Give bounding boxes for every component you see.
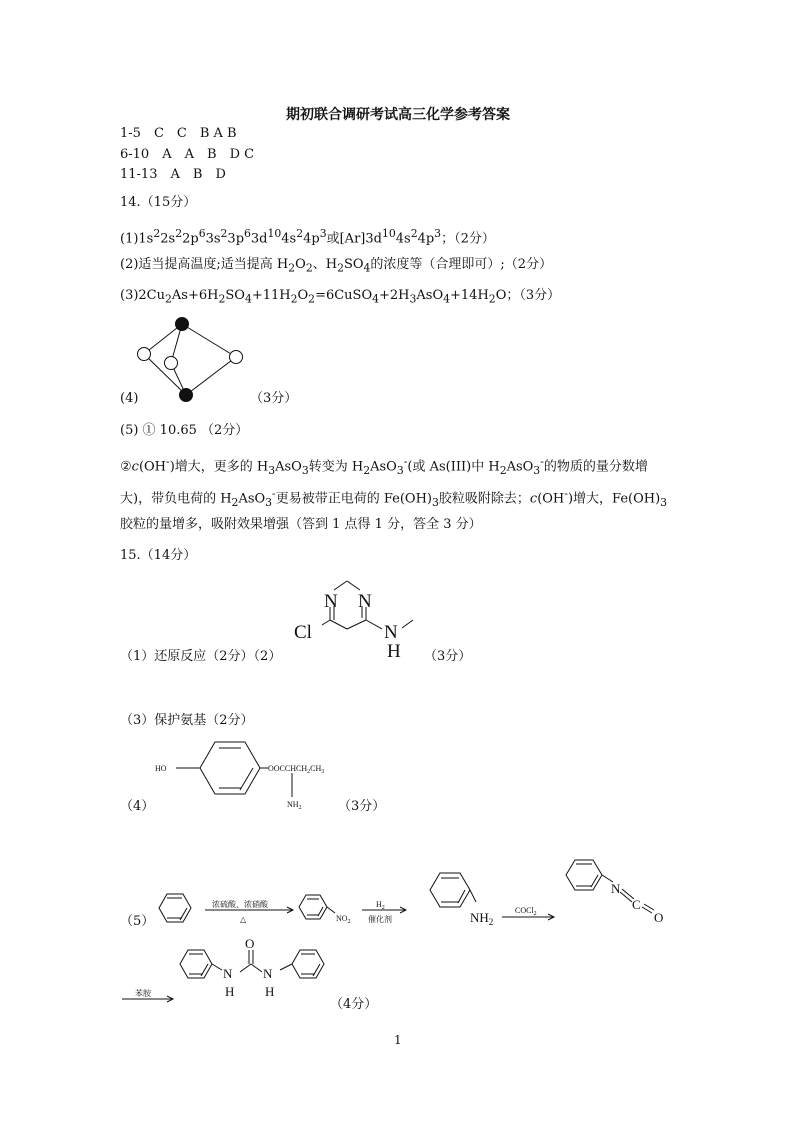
atom-n: N — [358, 591, 372, 612]
atom-h: H — [265, 984, 275, 999]
reagent-2: $H_2$ — [376, 900, 385, 911]
q14-answer-5b-line-2: 大)，带负电荷的 $H_2AsO_3^-$更易被带正电荷的 $Fe(OH)_3$胶粒吸附除去；c(OH-)增大，$Fe(OH)_3$ — [120, 487, 668, 509]
reagent-2-catalyst: 催化剂 — [368, 915, 392, 924]
amino-group: $NH_2$ — [470, 910, 494, 927]
q14-answer-3: $(3)2Cu_2As+6H_2SO_4+11H_2O_2=6CuSO_4+2H_3AsO_4+14H_2O$；（3分） — [120, 288, 561, 306]
light-atom — [230, 351, 243, 364]
atom-cl: Cl — [294, 622, 312, 643]
mc-row-2: 6-10 A A B D C — [120, 147, 255, 162]
q14-header: 14.（15分） — [120, 195, 197, 210]
mc-row-1: 1-5 C C B A B — [120, 126, 237, 141]
reagent-4: 苯胺 — [135, 989, 151, 998]
nitro-group: $NO_2$ — [336, 914, 351, 925]
pyrimidine-structure — [290, 578, 430, 663]
ester-structure — [150, 735, 350, 815]
q15-answer-3: （3）保护氨基（2分） — [120, 713, 254, 728]
reagent-1: 浓硫酸、浓硝酸 — [212, 900, 268, 909]
q15-answer-5-score: （4分） — [330, 997, 378, 1012]
atom-h: H — [387, 641, 401, 662]
page-title: 期初联合调研考试高三化学参考答案 — [286, 107, 510, 123]
mc-row-3: 11-13 A B D — [120, 167, 226, 182]
atom-n: N — [324, 591, 338, 612]
q15-answer-5-label: （5） — [120, 914, 155, 929]
q15-answer-1-2: （1）还原反应（2分）（2） — [120, 649, 282, 664]
atom-n: N — [263, 966, 273, 981]
q14-answer-4-score: （3分） — [250, 391, 298, 406]
atom-h: H — [225, 984, 235, 999]
q15-answer-4-score: （3分） — [338, 799, 386, 814]
dark-atom — [176, 318, 189, 331]
q14-answer-5b-line-3: 胶粒的量增多，吸附效果增强（答到 1 点得 1 分，答全 3 分） — [120, 517, 482, 532]
light-atom — [165, 357, 178, 370]
light-atom — [138, 348, 151, 361]
q15-header: 15.（14分） — [120, 548, 197, 563]
page-number: 1 — [394, 1033, 402, 1047]
atom-c: C — [632, 897, 641, 912]
atom-n: N — [611, 881, 621, 896]
atom-o: O — [245, 936, 255, 951]
atom-n: N — [384, 622, 398, 643]
q14-answer-2: (2)适当提高温度;适当提高 $H_2O_2$、$H_2SO_4$的浓度等（合理即可）;（2分） — [120, 257, 553, 275]
reagent-3: COCl$_2$ — [515, 906, 537, 917]
atom-n: N — [223, 966, 233, 981]
label-ho: HO — [155, 764, 167, 773]
q15-answer-4-label: （4） — [120, 799, 155, 814]
q14-answer-1: $(1)1s^22s^22p^63s^23p^63d^{10}4s^24p^3$或$[Ar]3d^{10}4s^24p^3$；（2分） — [120, 227, 495, 247]
q15-answer-2-score: （3分） — [424, 649, 472, 664]
atom-o: O — [654, 910, 664, 925]
q14-answer-5: (5) ① 10.65 （2分） — [120, 423, 249, 438]
crystal-structure-diagram — [130, 312, 250, 402]
dark-atom — [180, 389, 193, 402]
q14-answer-5b-line-1: ②c(OH-)增大，更多的 $H_3AsO_3$转变为 $H_2AsO_3^-$(或 As(III)中 $H_2AsO_3^-$的物质的量分数增 — [120, 455, 648, 477]
q14-answer-4-label: (4) — [120, 391, 139, 406]
reagent-1-heat: △ — [240, 915, 247, 924]
label-chain: $OOCCHCH_2CH_3$ — [268, 764, 325, 775]
label-nh2: $NH_2$ — [287, 800, 302, 811]
